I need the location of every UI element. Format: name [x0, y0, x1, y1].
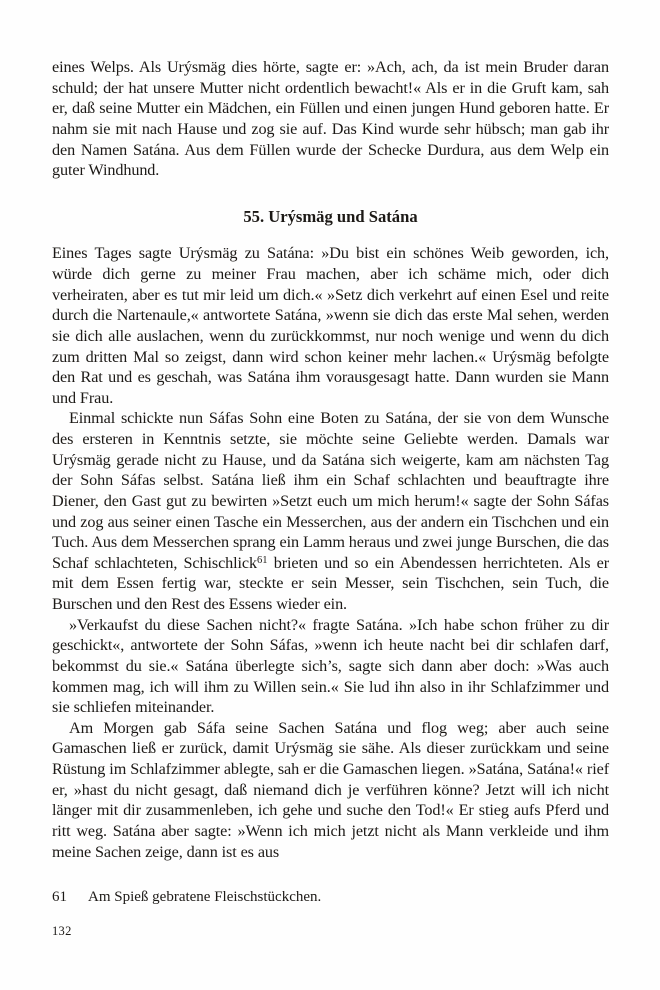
paragraph: Am Morgen gab Sáfa seine Sachen Satána und flog weg; aber auch seine Gamaschen ließ er zurück, damit Urýsmäg sie sähe. Als dieser zurückkam und seine Rüstung im Schlafzimmer ablegte, sah er die Gamaschen liegen. »Satána, Satána!« rief er, »hast du nicht gesagt, daß niemand dich je verführen könne? Jetzt will ich nicht länger mit dir zusammenleben, ich gehe und suche den Tod!« Er stieg aufs Pferd und ritt weg. Satána aber sagte: »Wenn ich mich jetzt nicht als Mann verkleide und ihm meine Sachen zeige, dann ist es aus — [52, 718, 609, 861]
footnote-number: 61 — [52, 889, 67, 905]
paragraph-continuation: eines Welps. Als Urýsmäg dies hörte, sagte er: »Ach, ach, da ist mein Bruder daran schuld; der hat unsere Mutter nicht ordentlich bewacht!« Als er in die Gruft kam, sah er, daß seine Mutter ein Mädchen, ein Füllen und einen jungen Hund geboren hatte. Er nahm sie mit nach Hause und zog sie auf. Das Kind wurde sehr hübsch; man gab ihr den Namen Satána. Aus dem Füllen wurde der Schecke Durdura, aus dem Welp ein guter Windhund. — [52, 58, 609, 180]
footnote-reference: 61 — [257, 554, 268, 566]
page-number: 132 — [52, 924, 72, 938]
footnote-text: Am Spieß gebratene Fleischstückchen. — [88, 889, 322, 905]
paragraph-text: brieten und so ein Abendessen herrichteten. Als er mit dem Essen fertig war, steckte er sein Messer, sein Tischchen, sein Tuch, die Burschen und den Rest des Essens wieder ein. — [52, 553, 609, 613]
paragraph-text: Einmal schickte nun Sáfas Sohn eine Boten zu Satána, der sie von dem Wunsche des ersteren in Kenntnis setzte, sie möchte seine Geliebte werden. Damals war Urýsmäg gerade nicht zu Hause, und da Satána sich weigerte, kam am nächsten Tag der Sohn Sáfas selbst. Satána ließ ihm ein Schaf schlachten und beauftragte ihre Diener, den Gast gut zu bewirten »Setzt euch um mich herum!« sagte der Sohn Sáfas und zog aus seiner einen Tasche ein Messerchen, aus der andern ein Tischchen und ein Tuch. Aus dem Messerchen sprang ein Lamm heraus und zwei junge Burschen, die das Schaf schlachteten, Schischlick — [52, 409, 609, 572]
body-text — [52, 57, 609, 862]
paragraph — [52, 408, 609, 614]
paragraph: »Verkaufst du diese Sachen nicht?« fragte Satána. »Ich habe schon früher zu dir geschickt«, antwortete der Sohn Sáfas, »wenn ich heute nacht bei dir schlafen darf, bekommst du sie.« Satána überlegte sich’s, sagte sich dann aber doch: »Was auch kommen mag, ich will ihm zu Willen sein.« Sie lud ihn also in ihr Schlafzimmer und sie schliefen miteinander. — [52, 615, 609, 717]
paragraph: Eines Tages sagte Urýsmäg zu Satána: »Du bist ein schönes Weib geworden, ich, würde dich gerne zu meiner Frau machen, aber ich schäme mich, oder dich verheiraten, aber es tut mir leid um dich.« »Setz dich verkehrt auf einen Esel und reite durch die Nartenaule,« antwortete Satána, »wenn sie dich das erste Mal sehen, werden sie dich alle auslachen, wenn du zurückkommst, nur noch wenige und wenn du dich zum dritten Mal so zeigst, dann wird schon keiner mehr lachen.« Urýsmäg befolgte den Rat und es geschah, was Satána ihm vorausgesagt hatte. Dann wurden sie Mann und Frau. — [52, 244, 609, 407]
chapter-heading: 55. Urýsmäg und Satána — [243, 206, 418, 226]
footnote — [52, 888, 609, 907]
